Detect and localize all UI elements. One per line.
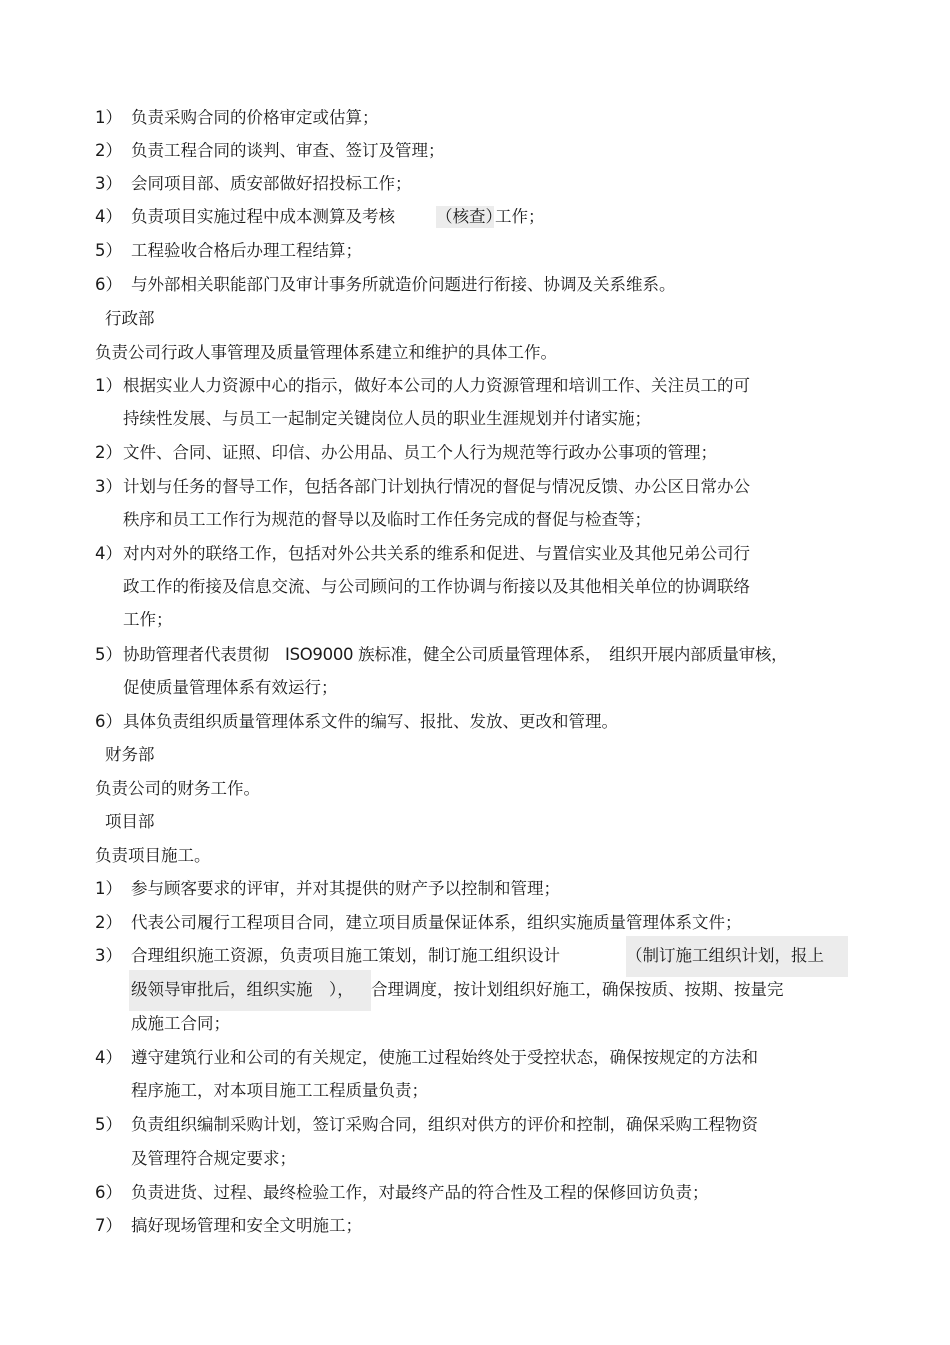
item-text-suffix: 工作； — [495, 207, 545, 226]
item-text: 文件、合同、证照、印信、办公用品、员工个人行为规范等行政办公事项的管理； — [123, 443, 717, 462]
item-text: 负责采购合同的价格审定或估算； — [131, 108, 379, 127]
section-intro: 负责项目施工。 — [95, 846, 211, 865]
item-number: 3） — [95, 477, 122, 496]
item-text: 会同项目部、质安部做好招投标工作； — [131, 174, 412, 193]
item-number: 3） — [95, 946, 122, 965]
item-text: 促使质量管理体系有效运行； — [123, 678, 338, 697]
section-intro: 负责公司的财务工作。 — [95, 779, 260, 798]
item-text: 工作； — [123, 610, 173, 629]
item-number: 2） — [95, 443, 122, 462]
item-text: 根据实业人力资源中心的指示，做好本公司的人力资源管理和培训工作、关注员工的可 — [123, 376, 750, 395]
item-text: 及管理符合规定要求； — [131, 1149, 296, 1168]
item-text: 计划与任务的督导工作，包括各部门计划执行情况的督促与情况反馈、办公区日常办公 — [123, 477, 750, 496]
item-text: 合理调度，按计划组织好施工，确保按质、按期、按量完 — [371, 980, 784, 999]
item-number: 5） — [95, 1115, 122, 1134]
item-text: 参与顾客要求的评审，并对其提供的财产予以控制和管理； — [131, 879, 560, 898]
item-text: 负责工程合同的谈判、审查、签订及管理； — [131, 141, 445, 160]
item-text: 政工作的衔接及信息交流、与公司顾问的工作协调与衔接以及其他相关单位的协调联络 — [123, 577, 750, 596]
item-text: 持续性发展、与员工一起制定关键岗位人员的职业生涯规划并付诸实施； — [123, 409, 651, 428]
highlighted-text: （制订施工组织计划，报上 — [626, 936, 848, 977]
item-text: 协助管理者代表贯彻 ISO9000 族标准，健全公司质量管理体系， 组织开展内部质量审核， — [123, 645, 788, 664]
item-number: 2） — [95, 141, 122, 160]
item-number: 3） — [95, 174, 122, 193]
section-heading: 项目部 — [105, 812, 155, 831]
item-text: 遵守建筑行业和公司的有关规定，使施工过程始终处于受控状态，确保按规定的方法和 — [131, 1048, 758, 1067]
item-text: 代表公司履行工程项目合同，建立项目质量保证体系，组织实施质量管理体系文件； — [131, 913, 742, 932]
item-number: 4） — [95, 207, 122, 226]
highlighted-text: （核查） — [436, 207, 502, 226]
section-heading: 行政部 — [105, 309, 155, 328]
item-number: 1） — [95, 879, 122, 898]
item-text: 合理组织施工资源，负责项目施工策划，制订施工组织设计 — [131, 946, 560, 965]
item-text: 具体负责组织质量管理体系文件的编写、报批、发放、更改和管理。 — [123, 712, 618, 731]
item-number: 1） — [95, 108, 122, 127]
item-number: 6） — [95, 1183, 122, 1202]
item-number: 6） — [95, 712, 122, 731]
item-text: 对内对外的联络工作，包括对外公共关系的维系和促进、与置信实业及其他兄弟公司行 — [123, 544, 750, 563]
item-number: 4） — [95, 544, 122, 563]
item-number: 5） — [95, 241, 122, 260]
item-number: 5） — [95, 645, 122, 664]
item-text: 搞好现场管理和安全文明施工； — [131, 1216, 362, 1235]
item-number: 7） — [95, 1216, 122, 1235]
item-text: 工程验收合格后办理工程结算； — [131, 241, 362, 260]
item-number: 6） — [95, 275, 122, 294]
item-text: 负责项目实施过程中成本测算及考核 — [131, 207, 395, 226]
item-text: 与外部相关职能部门及审计事务所就造价问题进行衔接、协调及关系维系。 — [131, 275, 676, 294]
section-intro: 负责公司行政人事管理及质量管理体系建立和维护的具体工作。 — [95, 343, 557, 362]
item-number: 4） — [95, 1048, 122, 1067]
item-text: 成施工合同； — [131, 1014, 230, 1033]
section-heading: 财务部 — [105, 745, 155, 764]
highlighted-text: 级领导审批后，组织实施 ）， — [129, 970, 371, 1011]
item-text: 程序施工，对本项目施工工程质量负责； — [131, 1081, 428, 1100]
item-number: 2） — [95, 913, 122, 932]
item-number: 1） — [95, 376, 122, 395]
item-text: 负责组织编制采购计划，签订采购合同，组织对供方的评价和控制，确保采购工程物资 — [131, 1115, 758, 1134]
item-text: 秩序和员工工作行为规范的督导以及临时工作任务完成的督促与检查等； — [123, 510, 651, 529]
item-text: 负责进货、过程、最终检验工作，对最终产品的符合性及工程的保修回访负责； — [131, 1183, 709, 1202]
